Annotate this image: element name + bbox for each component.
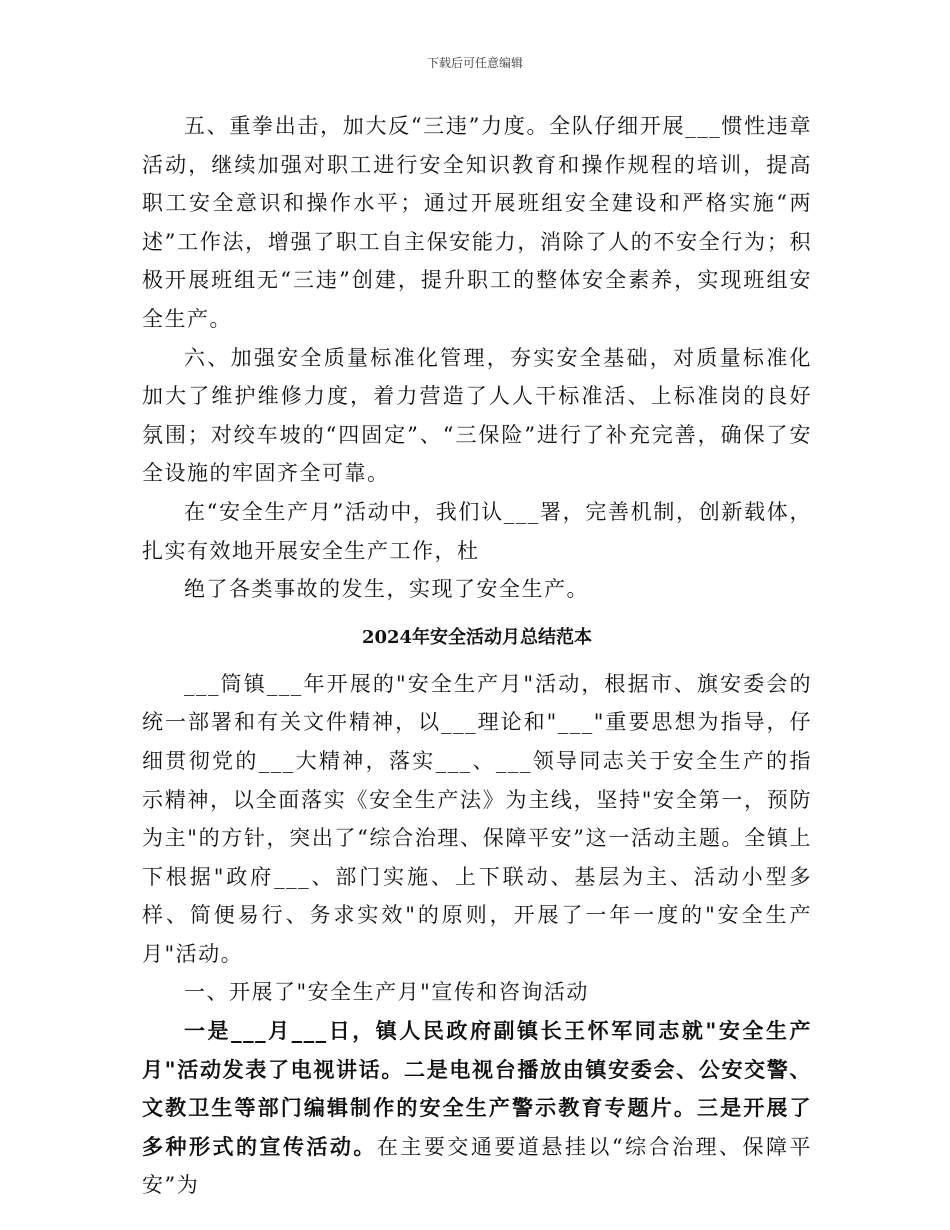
paragraph-intro: ___筒镇___年开展的"安全生产月"活动，根据市、旗安委会的统一部署和有关文件精神，以___理论和"___"重要思想为指导，仔细贯彻党的___大精神，落实___、___领导同志关于安全生产的指示精神，以全面落实《安全生产法》为主线，坚持"安全第一，预防为主"的方针，突出了“综合治理、保障平安”这一活动主题。全镇上下根据"政府___、部门实施、上下联动、基层为主、活动小型多样、简便易行、务求实效"的原则，开展了一年一度的"安全生产月"活动。 xyxy=(142,671,812,966)
paragraph-conclusion: 绝了各类事故的发生，实现了安全生产。 xyxy=(184,577,589,602)
paragraph-six: 六、加强安全质量标准化管理，夯实安全基础，对质量标准化加大了维护维修力度，着力营造了人人干标准活、上标准岗的良好氛围；对绞车坡的“四固定”、“三保险”进行了补充完善，确保了安全设施的牢固齐全可靠。 xyxy=(142,345,812,486)
paragraph-five: 五、重拳出击，加大反“三违”力度。全队仔细开展___惯性违章活动，继续加强对职工进行安全知识教育和操作规程的培训，提高职工安全意识和操作水平；通过开展班组安全建设和严格实施“两述”工作法，增强了职工自主保安能力，消除了人的不安全行为；积极开展班组无“三违”创建，提升职工的整体安全素养，实现班组安全生产。 xyxy=(142,114,812,331)
paragraph-activity-month: 在“安全生产月”活动中，我们认___署，完善机制，创新载体，扎实有效地开展安全生产工作，杜 xyxy=(142,499,812,563)
section-heading-one: 一、开展了"安全生产月"宣传和咨询活动 xyxy=(184,980,589,1005)
paragraph-publicity xyxy=(142,1012,812,1205)
paragraph-publicity-normal: 在主要交通要道悬挂以“综合治理、保障平安”为 xyxy=(142,1134,813,1198)
paragraph-publicity-bold: 一是___月___日，镇人民政府副镇长王怀军同志就"安全生产月"活动发表了电视讲话。二是电视台播放由镇安委会、公安交警、文教卫生等部门编辑制作的安全生产警示教育专题片。三是开展了多种形式的宣传活动。 xyxy=(142,1018,812,1159)
page-header: 下载后可任意编辑 xyxy=(426,56,523,70)
document-body xyxy=(142,107,812,1205)
document-title: 2024年安全活动月总结范本 xyxy=(361,626,593,648)
